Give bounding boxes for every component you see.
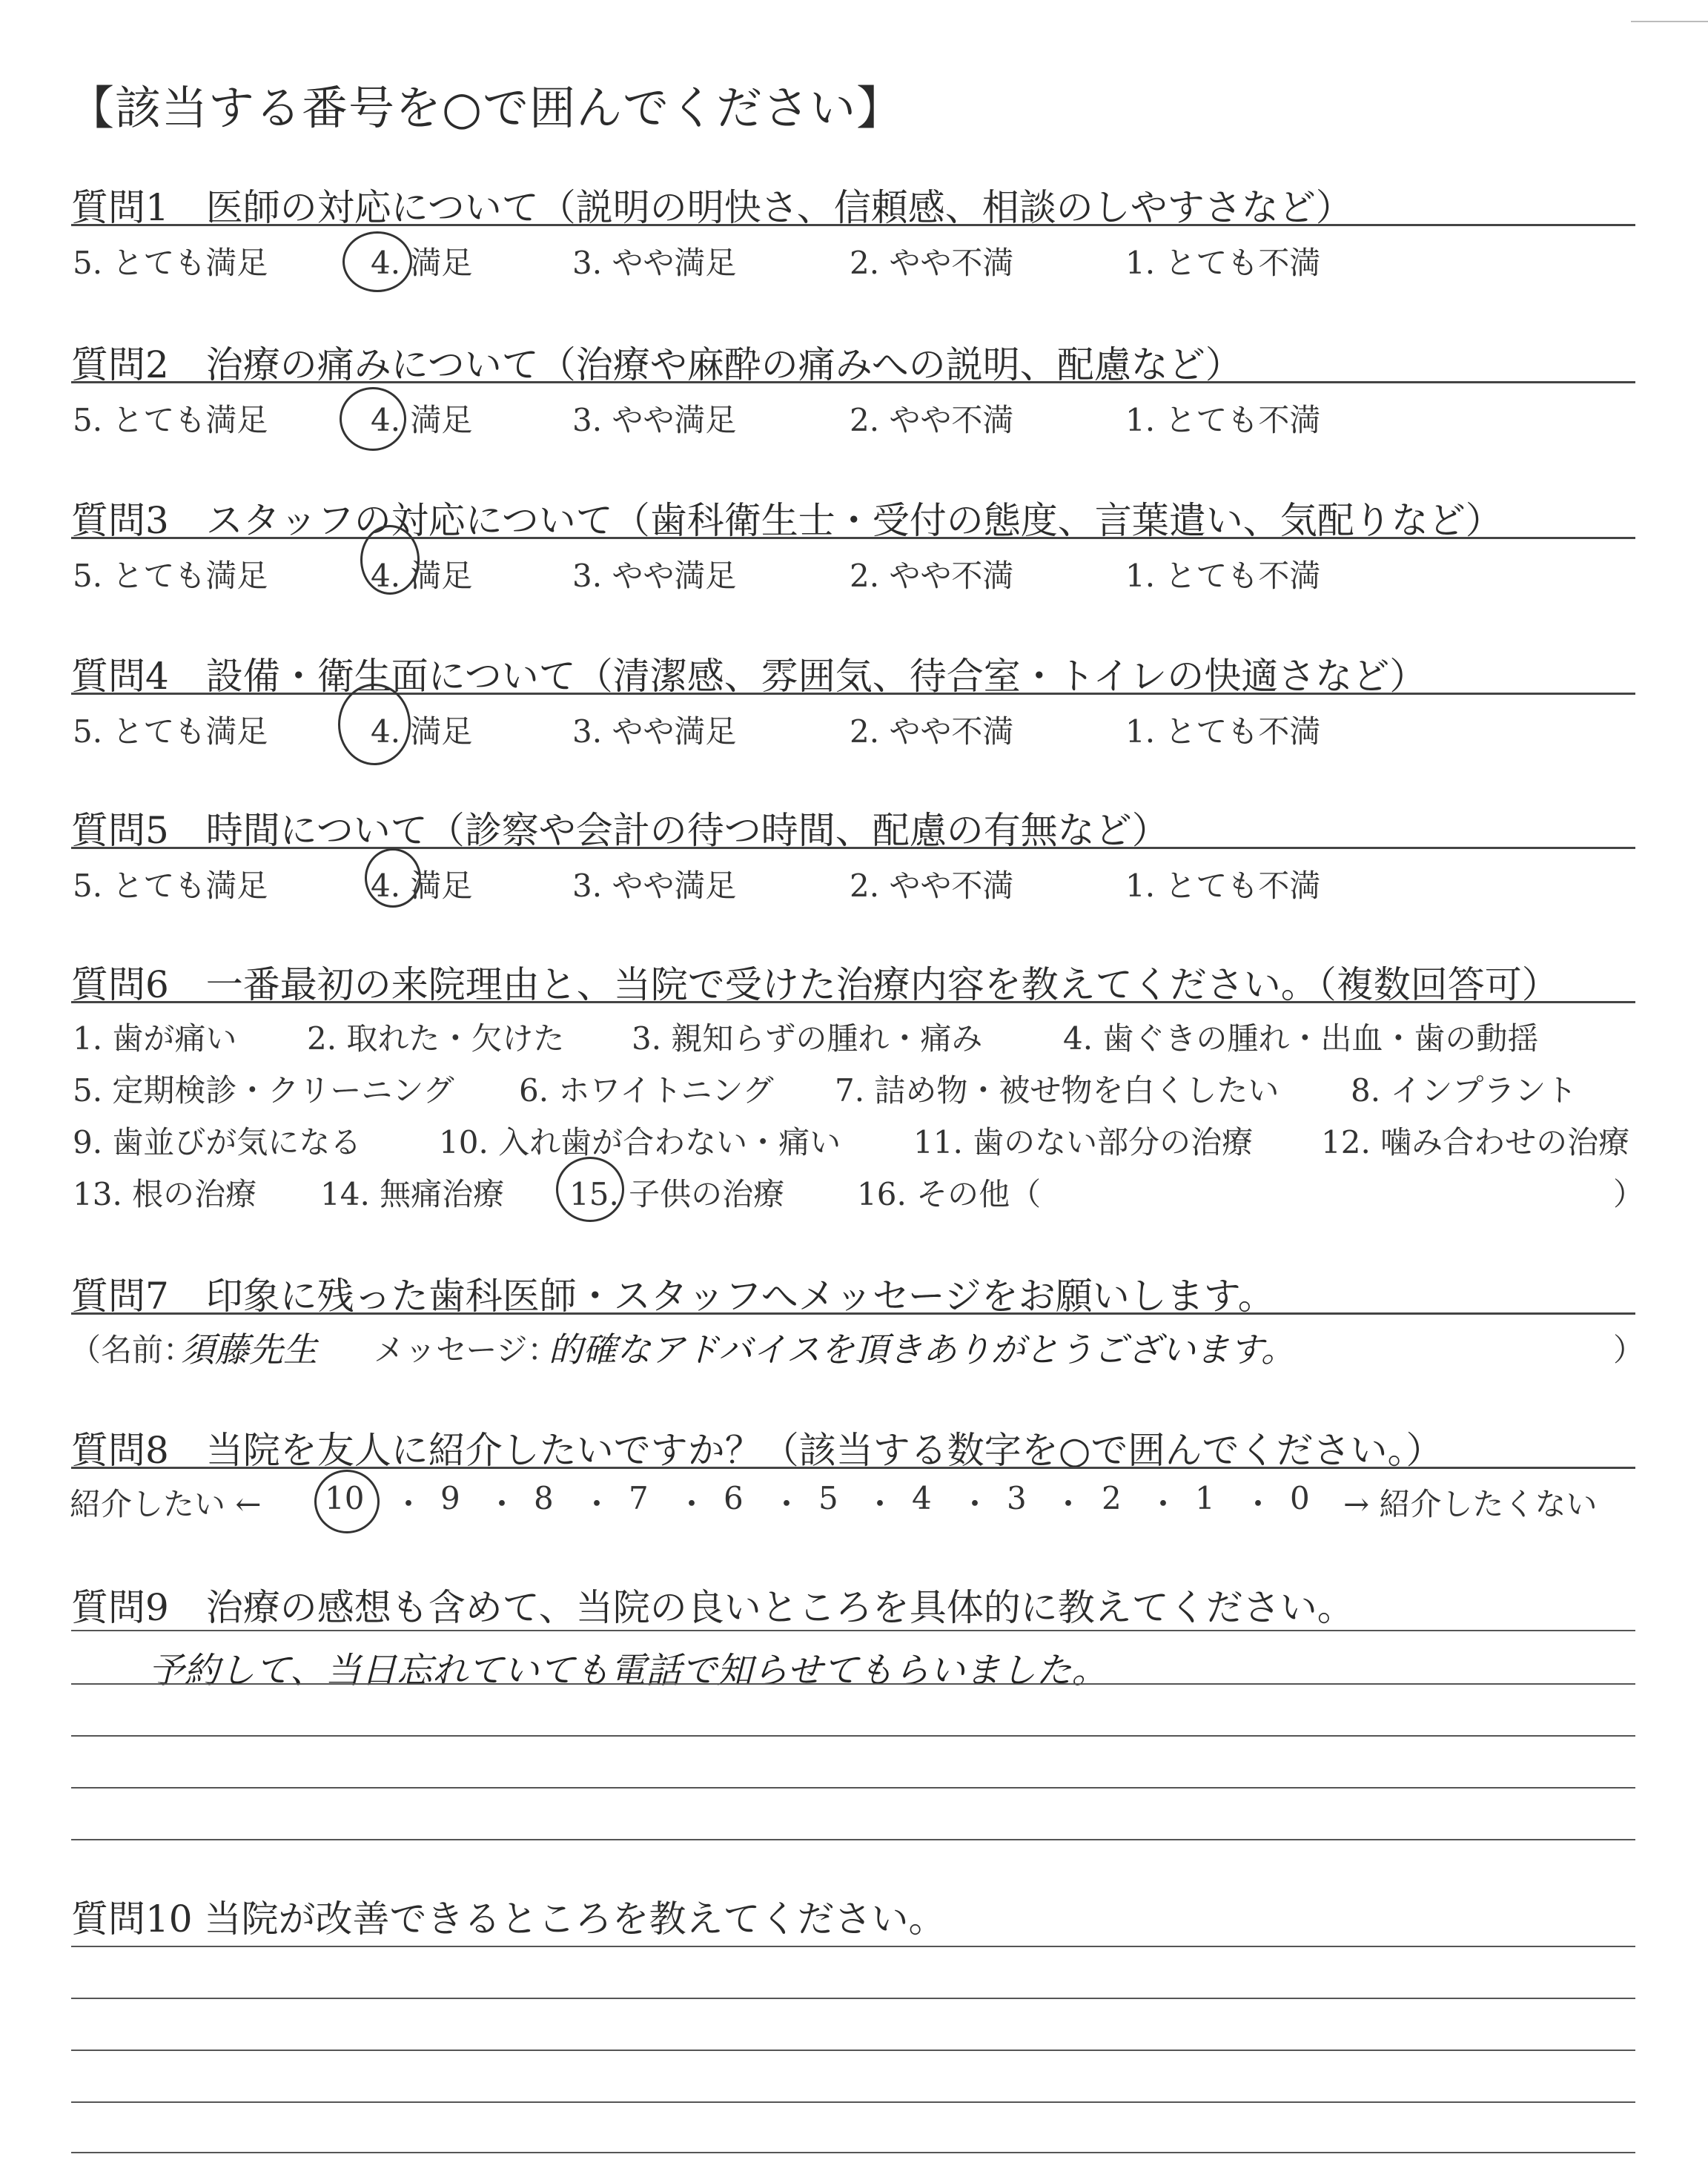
rating-option-1[interactable]: 1. とても不満 [1125, 402, 1321, 438]
scale-value[interactable]: 3 [1007, 1480, 1027, 1516]
rating-option-2[interactable]: 2. やや不満 [850, 245, 1014, 281]
answer-line [71, 1946, 1635, 1947]
scale-separator: ・ [1053, 1486, 1085, 1522]
selected-answer-circle [340, 387, 406, 451]
rating-option-2[interactable]: 2. やや不満 [850, 713, 1014, 750]
scale-separator: ・ [959, 1486, 991, 1522]
scale-separator: ・ [1242, 1486, 1274, 1522]
question-10-heading: 質問10 当院が改善できるところを教えてください。 [71, 1898, 946, 1941]
rating-option-1[interactable]: 1. とても不満 [1125, 558, 1321, 594]
scale-separator: ・ [1148, 1486, 1179, 1522]
scale-value[interactable]: 2 [1102, 1480, 1122, 1516]
rating-option-1[interactable]: 1. とても不満 [1125, 868, 1321, 904]
rating-option-4[interactable]: 4. 満足 [371, 713, 473, 750]
question-3-heading: 質問3 スタッフの対応について（歯科衛生士・受付の態度、言葉遣い、気配りなど） [71, 499, 1503, 542]
scale-left-label: 紹介したい ← [70, 1486, 262, 1522]
page-title: 【該当する番号を○で囲んでください】 [68, 81, 904, 135]
question-4-heading: 質問4 設備・衛生面について（清潔感、雰囲気、待合室・トイレの快適さなど） [71, 655, 1427, 698]
visit-reason-option[interactable]: 2. 取れた・欠けた [307, 1020, 565, 1057]
scale-value[interactable]: 0 [1290, 1480, 1310, 1516]
rating-option-2[interactable]: 2. やや不満 [850, 402, 1014, 438]
question-6-heading: 質問6 一番最初の来院理由と、当院で受けた治療内容を教えてください。（複数回答可） [71, 963, 1559, 1006]
answer-line [71, 2152, 1635, 2153]
rating-option-3[interactable]: 3. やや満足 [572, 713, 737, 750]
rating-option-4[interactable]: 4. 満足 [371, 558, 473, 594]
selected-answer-circle [360, 525, 420, 595]
scale-value[interactable]: 10 [325, 1480, 365, 1516]
other-close-paren: ） [1613, 1176, 1645, 1212]
selected-answer-circle [314, 1470, 380, 1533]
answer-line [71, 2050, 1635, 2051]
question-7-underline [71, 1312, 1635, 1315]
question-1-underline [71, 224, 1635, 226]
question-7-heading: 質問7 印象に残った歯科医師・スタッフへメッセージをお願いします。 [71, 1275, 1275, 1318]
rating-option-4[interactable]: 4. 満足 [371, 245, 473, 281]
scale-value[interactable]: 9 [440, 1480, 460, 1516]
question-6-underline [71, 1001, 1635, 1003]
rating-option-5[interactable]: 5. とても満足 [73, 713, 268, 750]
visit-reason-option[interactable]: 15. 子供の治療 [569, 1176, 785, 1212]
visit-reason-option[interactable]: 14. 無痛治療 [320, 1176, 505, 1212]
scan-edge-mark [1631, 0, 1708, 22]
selected-answer-circle [365, 848, 421, 908]
question-2-heading: 質問2 治療の痛みについて（治療や麻酔の痛みへの説明、配慮など） [71, 343, 1242, 386]
rating-option-5[interactable]: 5. とても満足 [73, 868, 268, 904]
rating-option-5[interactable]: 5. とても満足 [73, 558, 268, 594]
scale-value[interactable]: 7 [629, 1480, 649, 1516]
question-5-heading: 質問5 時間について（診察や会計の待つ時間、配慮の有無など） [71, 809, 1169, 852]
scale-value[interactable]: 5 [818, 1480, 838, 1516]
visit-reason-option[interactable]: 3. 親知らずの腫れ・痛み [632, 1020, 983, 1057]
answer-line [71, 1839, 1635, 1840]
selected-answer-circle [556, 1157, 624, 1222]
question-8-heading: 質問8 当院を友人に紹介したいですか？（該当する数字を○で囲んでください。） [71, 1429, 1443, 1472]
scale-value[interactable]: 1 [1195, 1480, 1215, 1516]
scale-value[interactable]: 6 [724, 1480, 744, 1516]
rating-option-4[interactable]: 4. 満足 [371, 402, 473, 438]
scale-separator: ・ [581, 1486, 613, 1522]
visit-reason-option[interactable]: 10. 入れ歯が合わない・痛い [439, 1124, 841, 1160]
name-label: （名前： [70, 1332, 195, 1368]
handwritten-message[interactable]: 的確なアドバイスを頂きありがとうございます。 [549, 1330, 1295, 1370]
answer-line [71, 1787, 1635, 1789]
rating-option-5[interactable]: 5. とても満足 [73, 402, 268, 438]
question-1-heading: 質問1 医師の対応について（説明の明快さ、信頼感、相談のしやすさなど） [71, 186, 1353, 229]
scale-right-label: → 紹介したくない [1343, 1486, 1598, 1522]
answer-line [71, 1735, 1635, 1737]
rating-option-1[interactable]: 1. とても不満 [1125, 245, 1321, 281]
handwritten-answer[interactable]: 予約して、当日忘れていても電話で知らせてもらいました。 [148, 1650, 1108, 1691]
rating-option-3[interactable]: 3. やや満足 [572, 558, 737, 594]
handwritten-name[interactable]: 須藤先生 [181, 1330, 317, 1370]
rating-option-3[interactable]: 3. やや満足 [572, 245, 737, 281]
question-2-underline [71, 381, 1635, 383]
visit-reason-option-other[interactable]: 16. その他（ [857, 1176, 1042, 1212]
question-5-underline [71, 847, 1635, 849]
rating-option-2[interactable]: 2. やや不満 [850, 558, 1014, 594]
rating-option-4[interactable]: 4. 満足 [371, 868, 473, 904]
visit-reason-option[interactable]: 1. 歯が痛い [73, 1020, 237, 1057]
selected-answer-circle [342, 231, 412, 292]
answer-line [71, 1630, 1635, 1631]
rating-option-1[interactable]: 1. とても不満 [1125, 713, 1321, 750]
answer-line [71, 2101, 1635, 2103]
visit-reason-option[interactable]: 5. 定期検診・クリーニング [73, 1072, 454, 1109]
question-4-underline [71, 693, 1635, 695]
visit-reason-option[interactable]: 8. インプラント [1351, 1072, 1578, 1109]
visit-reason-option[interactable]: 11. 歯のない部分の治療 [913, 1124, 1254, 1160]
scale-value[interactable]: 4 [912, 1480, 932, 1516]
scale-separator: ・ [393, 1486, 425, 1522]
selected-answer-circle [338, 684, 411, 765]
visit-reason-option[interactable]: 7. 詰め物・被せ物を白くしたい [835, 1072, 1280, 1109]
question-3-underline [71, 537, 1635, 539]
visit-reason-option[interactable]: 12. 噛み合わせの治療 [1321, 1124, 1630, 1160]
rating-option-2[interactable]: 2. やや不満 [850, 868, 1014, 904]
rating-option-3[interactable]: 3. やや満足 [572, 402, 737, 438]
answer-line [71, 1683, 1635, 1685]
message-label: メッセージ： [374, 1332, 559, 1368]
scale-separator: ・ [864, 1486, 896, 1522]
question-9-heading: 質問9 治療の感想も含めて、当院の良いところを具体的に教えてください。 [71, 1586, 1354, 1629]
scale-separator: ・ [771, 1486, 803, 1522]
scale-separator: ・ [676, 1486, 708, 1522]
rating-option-3[interactable]: 3. やや満足 [572, 868, 737, 904]
visit-reason-option[interactable]: 13. 根の治療 [73, 1176, 257, 1212]
scale-value[interactable]: 8 [534, 1480, 554, 1516]
question-8-underline [71, 1467, 1635, 1469]
answer-line [71, 1998, 1635, 1999]
message-close-paren: ） [1613, 1332, 1645, 1368]
rating-option-5[interactable]: 5. とても満足 [73, 245, 268, 281]
visit-reason-option[interactable]: 4. 歯ぐきの腫れ・出血・歯の動揺 [1063, 1020, 1539, 1057]
visit-reason-option[interactable]: 9. 歯並びが気になる [73, 1124, 362, 1160]
visit-reason-option[interactable]: 6. ホワイトニング [519, 1072, 774, 1109]
scale-separator: ・ [486, 1486, 518, 1522]
